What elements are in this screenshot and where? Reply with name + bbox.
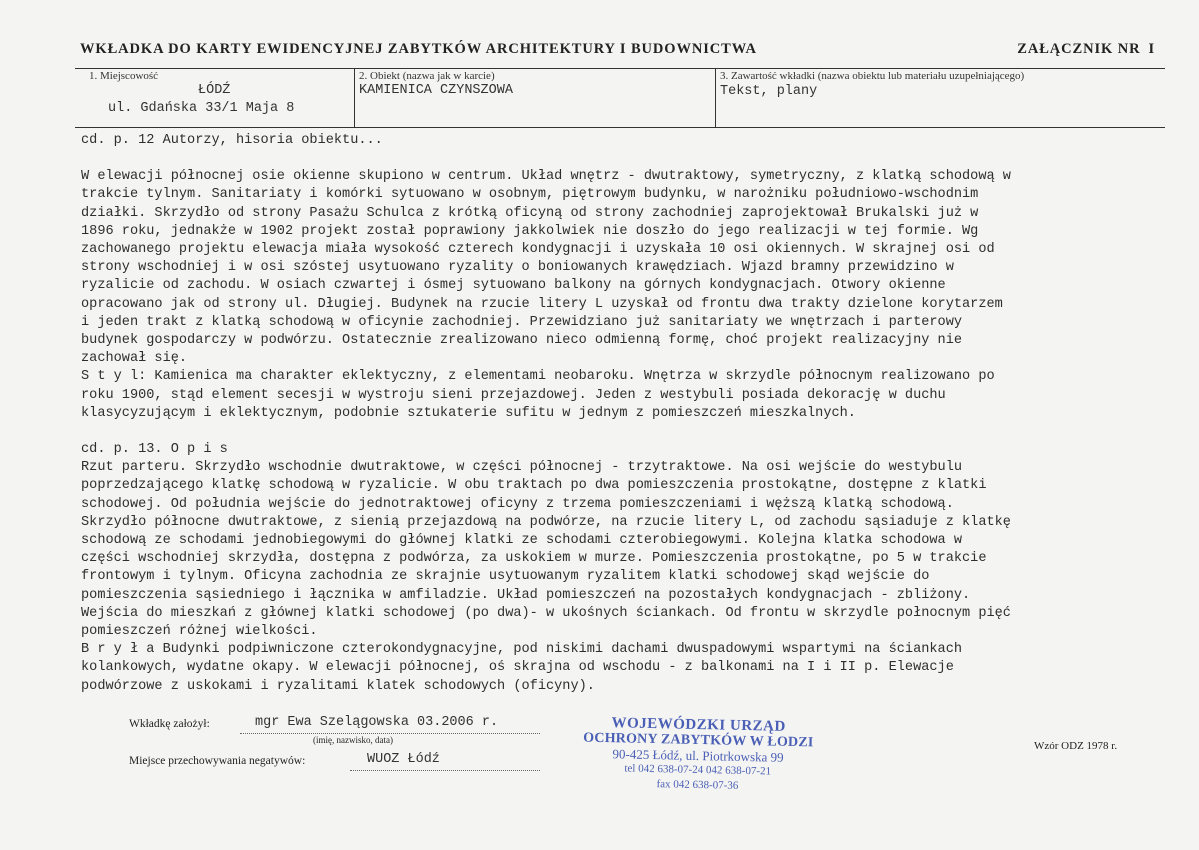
object-field [354,69,716,127]
office-stamp [577,715,819,800]
paragraph-style [81,368,1158,423]
place-field [75,69,354,127]
paragraph-description [81,459,1158,641]
text-line: schodowej. Od południa wejście do jednotraktowej oficyny z trzema pomieszczeniami i węższą klatką schodową. [81,496,954,512]
text-line: Rzut parteru. Skrzydło wschodnie dwutraktowe, w części północnej - trzytraktowe. Na osi wejście do westybulu [81,460,963,476]
place-address: ul. Gdańska 33/1 Maja 8 [108,101,295,116]
text-line: 1896 roku, jednakże w 1902 projekt został poprawiony jakkolwiek nie doszło do jego realizacji w tej formie. Wg [81,223,979,239]
stamp-line: fax 042 638-07-36 [656,778,739,792]
text-line: opracowano jak od strony ul. Długiej. Budynek na rzucie litery L uzyskał od frontu dwa trakty dzielone korytarzem [81,296,1003,312]
text-line: zachowanego projektu elewacja miała wysokość czterech kondygnacji i uzyskała 10 osi okiennych. W skrajnej osi od [81,242,995,258]
text-line: budynek gospodarczy w podwórzu. Ostatecznie zrealizowano nieco odmienną formę, choć projekt realizacyjny nie [81,333,963,349]
intro-line: cd. p. 12 Autorzy, hisoria obiektu... [81,133,383,148]
compiled-by-hint: (imię, nazwisko, data) [313,735,393,745]
text-line: ryzalicie od zachodu. W osiach czwartej i ósmej sytuowano balkony na górnych kondygnacjach. Otwory okienne [81,278,946,294]
text-line: W elewacji północnej osie okienne skupiono w centrum. Układ wnętrz - dwutraktowy, symetryczny, z klatką schodową w [81,169,1011,185]
text-line: trakcie tylnym. Sanitariaty i komórki sytuowano w osobnym, piętrowym budynku, w narożniku południowo-wschodnim [81,187,979,203]
attachment-label: ZAŁĄCZNIK NR [1017,41,1141,57]
opis-heading: cd. p. 13. O p i s [81,442,228,458]
text-line: działki. Skrzydło od strony Pasażu Schulca z krótką oficyną od strony zachodniej zaprojektował Brukalski już w [81,205,979,221]
form-fields-box [75,68,1165,128]
text-line: B r y ł a Budynki podpiwniczone czterokondygnacyjne, pod niskimi dachami dwuspadowymi wspartymi na ściankach [81,642,963,658]
contents-label: 3. Zawartość wkładki (nazwa obiektu lub materiału uzupełniającego) [720,70,1025,82]
text-line: roku 1900, stąd element secesji w wystroju sieni przejazdowej. Jeden z westybuli posiada dekorację w duchu [81,387,946,403]
text-line: Wejścia do mieszkań z głównej klatki schodowej (po dwa)- w ukośnych ściankach. Od frontu w skrzydle połnocnym pięć [81,605,1011,621]
document-body [81,132,1158,696]
negatives-label: Miejsce przechowywania negatywów: [129,755,306,767]
text-line: S t y l: Kamienica ma charakter eklektyczny, z elementami neobaroku. Wnętrza w skrzydle północnym realizowano po [81,369,995,385]
text-line: zachował się. [81,351,188,367]
paragraph-massing [81,641,1158,696]
compiled-by-label: Wkładkę założył: [129,718,210,730]
form-title: WKŁADKA DO KARTY EWIDENCYJNEJ ZABYTKÓW ARCHITEKTURY I BUDOWNICTWA [80,41,757,57]
negatives-line [350,770,540,771]
stamp-line: tel 042 638-07-24 042 638-07-21 [624,762,772,778]
contents-value: Tekst, plany [720,84,818,99]
stamp-line: OCHRONY ZABYTKÓW W ŁODZI [583,730,814,751]
text-line: części wschodniej skrzydła, dostępna z podwórza, za uskokiem w murze. Pomieszczenia prostokątne, po 5 w trakcie [81,551,987,567]
text-line: i jeden trakt z klatką schodową w oficynie zachodniej. Przewidziano już sanitariaty we wnętrzach i parterowy [81,314,963,330]
text-line: pomieszczeń różnej wielkości. [81,624,318,640]
text-line: klasycyzującym i eklektycznym, podobnie sztukaterie sufitu w jednym z pomieszczeń mieszkalnych. [81,405,856,421]
paragraph-elevation [81,168,1158,368]
text-line: Skrzydło północne dwutraktowe, z sienią przejazdową na podwórze, na rzucie litery L, od zachodu sąsiaduje z klatkę [81,514,1011,530]
text-line: schodową ze schodami jednobiegowymi do głównej klatki ze schodami czterobiegowymi. Kolejna klatka schodowa w [81,533,963,549]
attachment-number-value: I [1148,41,1155,57]
contents-field [715,69,1166,127]
object-value: KAMIENICA CZYNSZOWA [359,83,513,98]
text-line: kolankowych, wydatne okapy. W elewacji północnej, oś skrajna od wschodu - z balkonami na I i II p. Elewacje [81,660,954,676]
place-label: 1. Miejscowość [89,70,159,82]
compiled-by-value: mgr Ewa Szelągowska 03.2006 r. [255,715,499,730]
compiled-by-line [240,733,540,734]
place-city: ŁÓDŹ [198,83,231,98]
text-line: poprzedzającego klatkę schodową w ryzalicie. W obu traktach po dwa pomieszczenia prostokątne, dostępne z klatki [81,478,987,494]
text-line: strony wschodniej i w osi szóstej usytuowano ryzality o boniowanych krawędziach. Wjazd bramny przewidzino w [81,260,954,276]
text-line: podwórzowe z uskokami i ryzalitami klatek schodowych (oficyny). [81,678,595,694]
attachment-number [1017,41,1155,58]
object-label: 2. Obiekt (nazwa jak w karcie) [359,70,495,82]
text-line: pomieszczenia sąsiedniego i łącznika w amfiladzie. Układ pomieszczeń na pozostałych kondygnacjach - zbliżony. [81,587,971,603]
negatives-value: WUOZ Łódź [367,752,440,767]
form-code: Wzór ODZ 1978 r. [1034,740,1118,752]
text-line: frontowym i tylnym. Oficyna zachodnia ze skrajnie usytuowanym ryzalitem klatki schodowej skąd wejście do [81,569,930,585]
stamp-line: WOJEWÓDZKI URZĄD [611,715,786,735]
stamp-line: 90-425 Łódź, ul. Piotrkowska 99 [612,746,784,765]
